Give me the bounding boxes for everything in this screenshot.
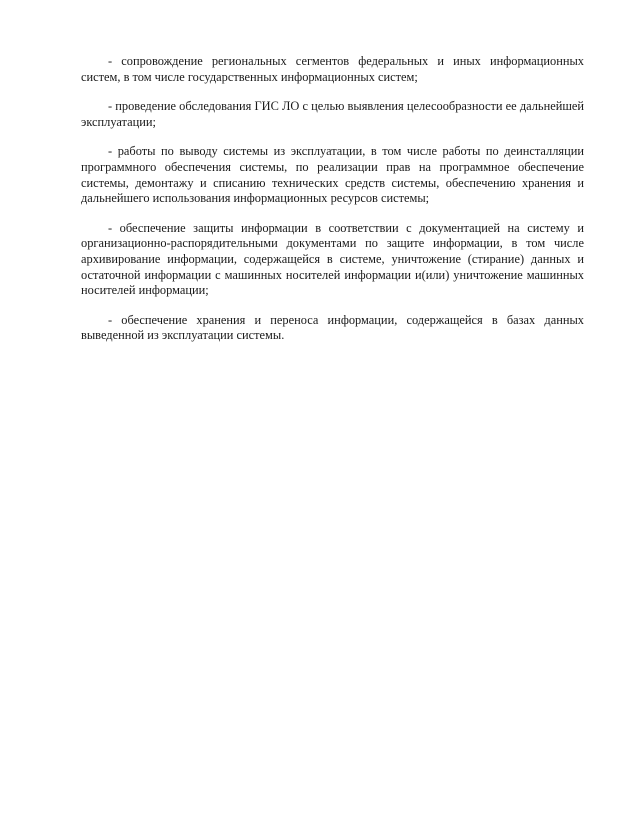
list-item-data-storage: - обеспечение хранения и переноса информации, содержащейся в базах данных выведенной из эксплуатации системы. (81, 312, 584, 343)
list-item-decommissioning: - работы по выводу системы из эксплуатации, в том числе работы по деинсталляции программного обеспечения системы, по реализации прав на программное обеспечение системы, демонтажу и списанию технических средств системы, обеспечению хранения и дальнейшего использования информационных ресурсов системы; (81, 144, 584, 206)
list-item-information-protection: - обеспечение защиты информации в соответствии с документацией на систему и организационно-распорядительными документами по защите информации, в том числе архивирование информации, содержащейся в системе, уничтожение (стирание) данных и остаточной информации с машинных носителей информации и(или) уничтожение машинных носителей информации; (81, 220, 584, 298)
list-item-inspection: - проведение обследования ГИС ЛО с целью выявления целесообразности ее дальнейшей эксплуатации; (81, 99, 584, 129)
document-body (81, 54, 584, 344)
list-item-maintenance: - сопровождение региональных сегментов федеральных и иных информационных систем, в том числе государственных информационных систем; (81, 54, 584, 84)
